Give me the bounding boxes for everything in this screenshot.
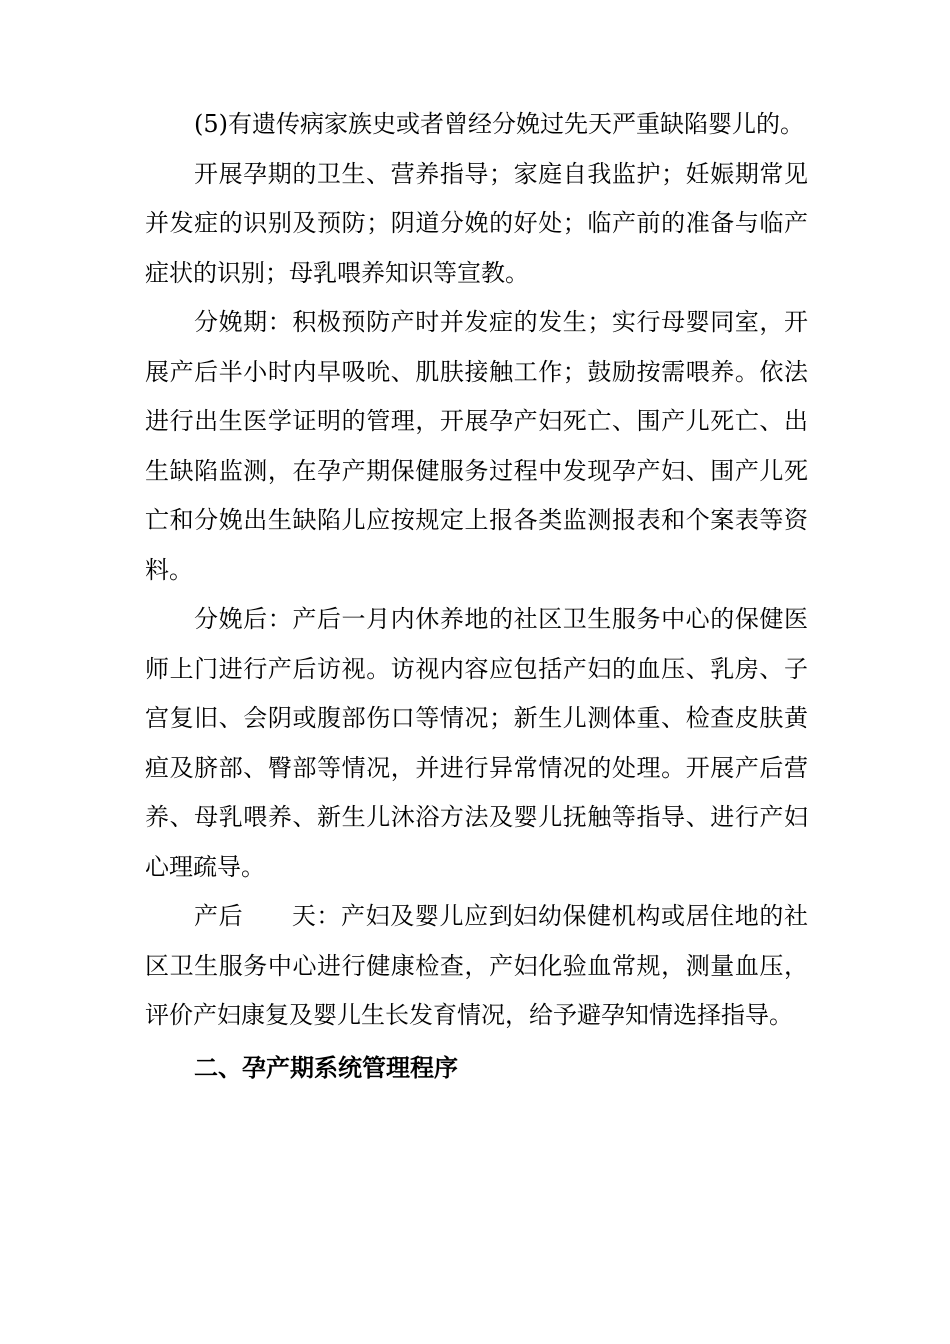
- paragraph-high-risk-item-5: [145, 100, 808, 150]
- paragraph-delivery-period: [145, 298, 808, 595]
- paragraph-text: (5)有遗传病家族史或者曾经分娩过先天严重缺陷婴儿的。: [194, 110, 804, 138]
- paragraph-lead-label: 分娩后：: [194, 605, 293, 633]
- paragraph-text: 积极预防产时并发症的发生；实行母婴同室，开展产后半小时内早吸吮、肌肤接触工作；鼓励按需喂养。依法进行出生医学证明的管理，开展孕产妇死亡、围产儿死亡、出生缺陷监测，在孕产期保健服务过程中发现孕产妇、围产儿死亡和分娩出生缺陷儿应按规定上报各类监测报表和个案表等资料。: [145, 308, 809, 584]
- paragraph-prenatal-guidance: [145, 150, 808, 299]
- paragraph-lead-label: 分娩期：: [194, 308, 293, 336]
- paragraph-postpartum: [145, 595, 808, 892]
- paragraph-lead-label-part2: 天：: [291, 902, 342, 930]
- paragraph-text: 产妇及婴儿应到妇幼保健机构或居住地的社区卫生服务中心进行健康检查，产妇化验血常规，测量血压，评价产妇康复及婴儿生长发育情况，给予避孕知情选择指导。: [145, 902, 809, 1029]
- section-heading: 二、孕产期系统管理程序: [194, 1053, 458, 1082]
- paragraph-postpartum-checkup: [145, 892, 808, 1041]
- document-page: [145, 100, 808, 1093]
- paragraph-lead-label-part1: 产后: [194, 902, 244, 930]
- paragraph-text: 开展孕期的卫生、营养指导；家庭自我监护；妊娠期常见并发症的识别及预防；阴道分娩的好处；临产前的准备与临产症状的识别；母乳喂养知识等宣教。: [145, 159, 808, 287]
- paragraph-text: 产后一月内休养地的社区卫生服务中心的保健医师上门进行产后访视。访视内容应包括产妇的血压、乳房、子宫复旧、会阴或腹部伤口等情况；新生儿测体重、检查皮肤黄疸及脐部、臀部等情况，并进行异常情况的处理。开展产后营养、母乳喂养、新生儿沐浴方法及婴儿抚触等指导、进行产妇心理疏导。: [145, 605, 809, 881]
